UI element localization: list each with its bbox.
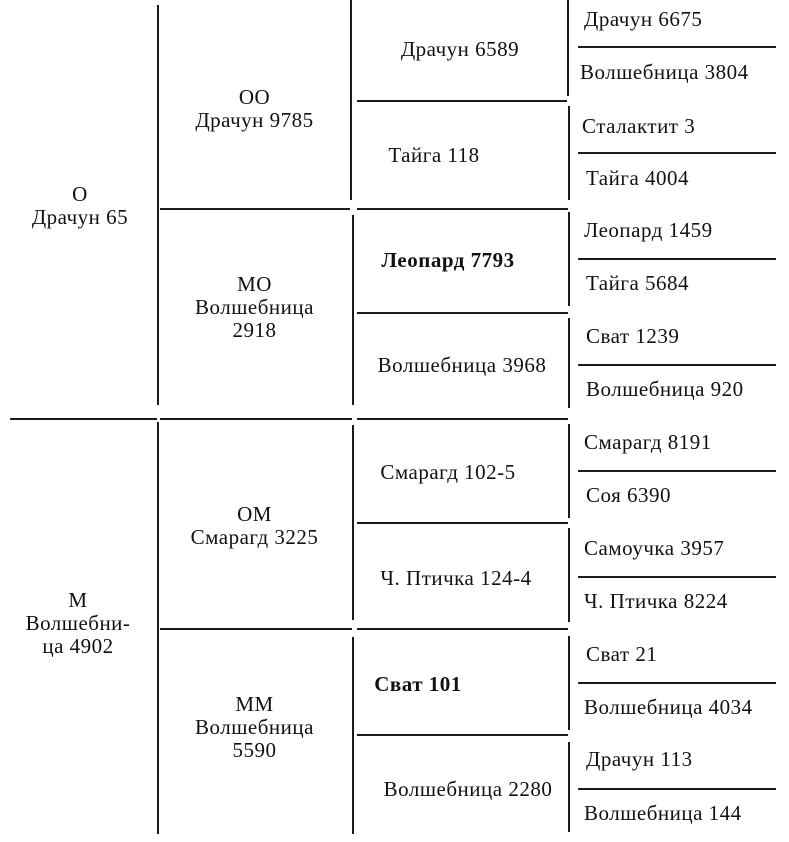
gen3-ancestor: Волшебница 3968	[377, 353, 547, 377]
sire-name: Драчун 65	[31, 205, 129, 229]
divider-gen3	[357, 100, 567, 102]
grandsire-om-name: Смарагд 3225	[190, 525, 319, 549]
granddam-mm-number: 5590	[232, 738, 277, 762]
divider-col3	[568, 106, 570, 200]
divider-col3	[568, 318, 570, 408]
gen3-ancestor: Сват 101	[374, 672, 462, 696]
gen4-ancestor: Волшебница 3804	[580, 60, 749, 84]
divider-gen4	[578, 682, 776, 684]
divider-gen4	[578, 258, 776, 260]
dam-code: М	[68, 588, 88, 612]
gen4-ancestor: Волшебница 4034	[584, 695, 753, 719]
divider-gen3	[357, 522, 568, 524]
gen4-ancestor: Сват 21	[586, 642, 658, 666]
divider-gen3	[357, 418, 568, 420]
grandsire-oo-entry	[162, 86, 347, 132]
divider-gen3	[357, 208, 568, 210]
gen4-ancestor: Тайга 4004	[586, 166, 690, 190]
divider-gen2	[160, 628, 352, 630]
gen4-ancestor: Леопард 1459	[584, 218, 713, 242]
gen4-ancestor: Соя 6390	[586, 483, 672, 507]
grandsire-oo-name: Драчун 9785	[195, 108, 314, 132]
dam-name-part1: Волшебни-	[25, 611, 131, 635]
divider-gen3	[357, 312, 568, 314]
gen4-ancestor: Драчун 6675	[584, 7, 703, 31]
gen4-ancestor: Сталактит 3	[582, 114, 696, 138]
divider-col3	[568, 528, 570, 622]
gen4-ancestor: Самоучка 3957	[584, 536, 725, 560]
granddam-mm-entry	[162, 693, 347, 762]
divider-col3	[568, 636, 570, 730]
sire-entry	[10, 183, 150, 229]
granddam-mo-number: 2918	[232, 318, 277, 342]
gen4-ancestor: Волшебница 920	[586, 377, 744, 401]
divider-col3	[568, 424, 570, 518]
gen4-ancestor: Тайга 5684	[586, 271, 690, 295]
divider-col1-lower	[157, 422, 159, 834]
divider-gen3	[357, 628, 568, 630]
divider-col2	[352, 215, 354, 405]
granddam-mo-code: МО	[237, 272, 272, 296]
gen4-ancestor: Драчун 113	[586, 747, 693, 771]
divider-gen2	[160, 208, 350, 210]
granddam-mm-name: Волшебница	[195, 715, 314, 739]
granddam-mm-code: ММ	[235, 692, 274, 716]
divider-gen4	[578, 46, 776, 48]
gen4-ancestor: Ч. Птичка 8224	[584, 589, 728, 613]
gen4-ancestor: Сват 1239	[586, 324, 680, 348]
divider-col2	[350, 0, 352, 200]
divider-col2	[352, 425, 354, 620]
divider-col1	[157, 5, 159, 405]
divider-col2	[352, 637, 354, 834]
gen4-ancestor: Волшебница 144	[584, 801, 742, 825]
divider-gen4	[578, 470, 776, 472]
granddam-mo-name: Волшебница	[195, 295, 314, 319]
divider-col3	[567, 0, 569, 96]
grandsire-om-code: ОМ	[237, 502, 272, 526]
divider-gen4	[578, 576, 776, 578]
grandsire-om-entry	[162, 503, 347, 549]
divider-gen3	[357, 734, 568, 736]
sire-code: О	[72, 182, 88, 206]
dam-entry	[8, 589, 148, 658]
divider-gen4	[578, 788, 776, 790]
gen3-ancestor: Леопард 7793	[381, 248, 515, 272]
gen3-ancestor: Волшебница 2280	[383, 777, 553, 801]
gen3-ancestor: Драчун 6589	[400, 37, 520, 61]
dam-name-part2: ца 4902	[42, 634, 114, 658]
grandsire-oo-code: ОО	[238, 85, 271, 109]
divider-col3	[568, 212, 570, 306]
divider-gen4	[578, 364, 776, 366]
gen3-ancestor: Тайга 118	[388, 143, 480, 167]
divider-gen2	[160, 418, 352, 420]
gen4-ancestor: Смарагд 8191	[584, 430, 712, 454]
granddam-mo-entry	[162, 273, 347, 342]
divider-gen4	[578, 152, 776, 154]
gen3-ancestor: Смарагд 102-5	[380, 460, 516, 484]
divider-gen1	[10, 418, 157, 420]
gen3-ancestor: Ч. Птичка 124-4	[380, 566, 532, 590]
